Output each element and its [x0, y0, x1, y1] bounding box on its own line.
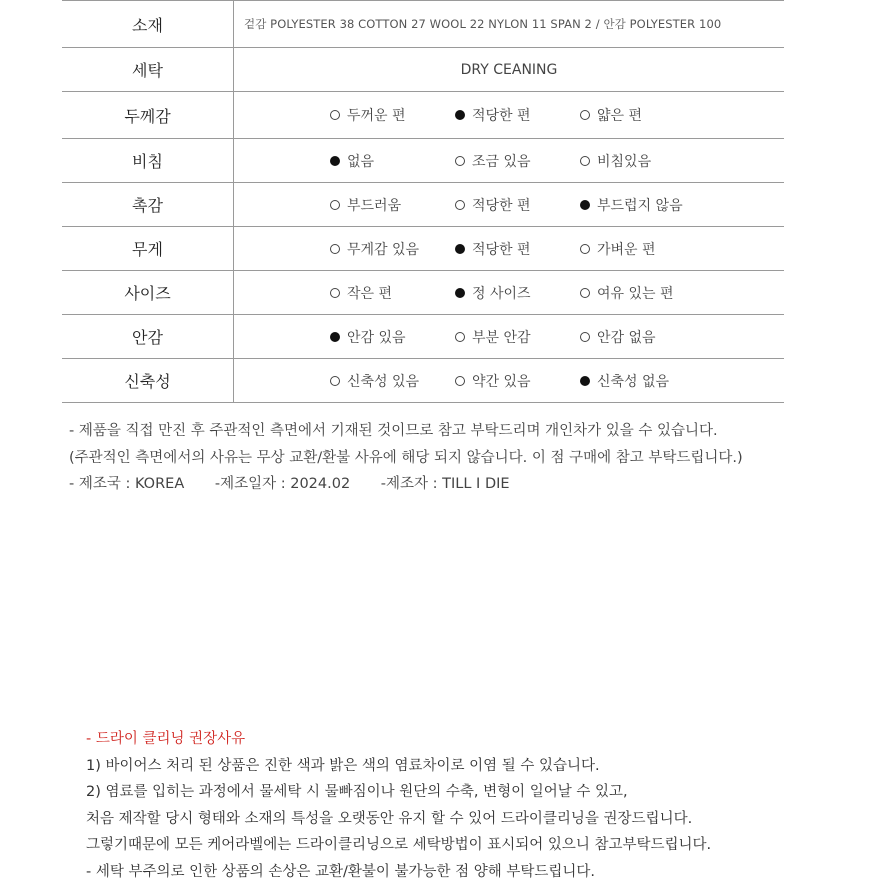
spec-label: 무게 [62, 227, 234, 270]
spec-option [580, 105, 642, 125]
spec-label: 비침 [62, 139, 234, 182]
dry-cleaning-reasons [86, 726, 711, 885]
product-spec-table [62, 0, 784, 403]
option-label: 조금 있음 [472, 153, 531, 170]
empty-circle-icon [455, 376, 465, 386]
spec-option [455, 283, 531, 303]
empty-circle-icon [580, 110, 590, 120]
spec-label: 두께감 [62, 92, 234, 138]
filled-circle-icon [455, 110, 465, 120]
option-label: 부드럽지 않음 [597, 197, 683, 214]
spec-option [580, 195, 683, 215]
empty-circle-icon [330, 244, 340, 254]
option-label: 적당한 편 [472, 108, 531, 124]
option-label: 적당한 편 [472, 197, 531, 214]
option-label: 부분 안감 [472, 329, 531, 346]
spec-option [455, 151, 531, 171]
spec-option [455, 371, 531, 391]
spec-option [330, 283, 392, 303]
manufacture-date: -제조일자 : 2024.02 [214, 476, 351, 492]
spec-options [234, 92, 784, 138]
manufacture-info [69, 471, 743, 498]
empty-circle-icon [455, 200, 465, 210]
reason-line: 2) 염료를 입히는 과정에서 물세탁 시 물빠짐이나 원단의 수축, 변형이 일어날 수 있고, [86, 784, 628, 800]
filled-circle-icon [330, 332, 340, 342]
option-label: 약간 있음 [472, 373, 531, 390]
option-label: 부드러움 [347, 197, 402, 214]
empty-circle-icon [455, 332, 465, 342]
manufacturer: -제조자 : TILL I DIE [380, 476, 510, 492]
spec-label: 촉감 [62, 183, 234, 226]
note-line: - 제품을 직접 만진 후 주관적인 측면에서 기재된 것이므로 참고 부탁드리며 개인차가 있을 수 있습니다. [69, 423, 718, 439]
note-line: (주관적인 측면에서의 사유는 무상 교환/환불 사유에 해당 되지 않습니다. 이 점 구매에 참고 부탁드립니다.) [69, 449, 743, 466]
spec-row [62, 271, 784, 315]
option-label: 신축성 없음 [597, 373, 670, 390]
spec-options [234, 227, 784, 270]
filled-circle-icon [455, 288, 465, 298]
spec-option [330, 195, 401, 215]
disclaimer-notes [69, 418, 743, 498]
reason-line: 1) 바이어스 처리 된 상품은 진한 색과 밝은 색의 염료차이로 이염 될 수 있습니다. [86, 757, 600, 774]
option-label: 안감 있음 [347, 329, 406, 346]
material-value: 겉감 POLYESTER 38 COTTON 27 WOOL 22 NYLON 11 SPAN 2 / 안감 POLYESTER 100 [244, 17, 722, 31]
empty-circle-icon [580, 332, 590, 342]
spec-row [62, 92, 784, 139]
spec-options [234, 315, 784, 358]
empty-circle-icon [330, 110, 340, 120]
spec-label: 소재 [62, 1, 234, 47]
filled-circle-icon [330, 156, 340, 166]
country-of-origin: - 제조국 : KOREA [69, 476, 185, 492]
option-label: 비침있음 [597, 153, 652, 170]
spec-options [234, 183, 784, 226]
empty-circle-icon [330, 200, 340, 210]
spec-option [455, 105, 531, 125]
empty-circle-icon [580, 288, 590, 298]
spec-label: 사이즈 [62, 271, 234, 314]
reason-line: 그렇기때문에 모든 케어라벨에는 드라이클리닝으로 세탁방법이 표시되어 있으니 참고부탁드립니다. [86, 837, 712, 853]
spec-options [234, 271, 784, 314]
spec-label: 세탁 [62, 48, 234, 91]
filled-circle-icon [580, 200, 590, 210]
spec-option [580, 327, 656, 347]
spec-option [330, 151, 374, 171]
empty-circle-icon [580, 244, 590, 254]
empty-circle-icon [580, 156, 590, 166]
spec-label: 안감 [62, 315, 234, 358]
spec-row [62, 139, 784, 183]
spec-option [580, 239, 656, 259]
option-label: 없음 [347, 153, 375, 170]
spec-option [580, 151, 651, 171]
spec-option [580, 283, 674, 303]
spec-row-material [62, 1, 784, 48]
reason-line: - 세탁 부주의로 인한 상품의 손상은 교환/환불이 불가능한 점 양해 부탁드립니다. [86, 863, 596, 880]
spec-label: 신축성 [62, 359, 234, 402]
option-label: 무게감 있음 [347, 241, 420, 258]
option-label: 신축성 있음 [347, 373, 420, 390]
spec-option [330, 239, 419, 259]
reasons-heading: - 드라이 클리닝 권장사유 [86, 731, 246, 747]
spec-options [234, 139, 784, 182]
spec-option [330, 105, 406, 125]
spec-row-washing [62, 48, 784, 92]
option-label: 적당한 편 [472, 241, 531, 258]
spec-row [62, 315, 784, 359]
empty-circle-icon [330, 288, 340, 298]
spec-option [455, 195, 531, 215]
reason-line: 처음 제작할 당시 형태와 소재의 특성을 오랫동안 유지 할 수 있어 드라이클리닝을 권장드립니다. [86, 810, 693, 827]
filled-circle-icon [580, 376, 590, 386]
option-label: 얇은 편 [597, 108, 643, 124]
spec-option [455, 239, 531, 259]
empty-circle-icon [330, 376, 340, 386]
spec-row [62, 183, 784, 227]
filled-circle-icon [455, 244, 465, 254]
option-label: 안감 없음 [597, 329, 656, 346]
spec-option [330, 327, 406, 347]
option-label: 작은 편 [347, 285, 393, 302]
option-label: 정 사이즈 [472, 285, 531, 302]
spec-option [455, 327, 531, 347]
option-label: 두꺼운 편 [347, 108, 406, 124]
spec-row [62, 359, 784, 403]
spec-row [62, 227, 784, 271]
spec-option [580, 371, 669, 391]
empty-circle-icon [455, 156, 465, 166]
spec-options [234, 359, 784, 402]
spec-option [330, 371, 419, 391]
option-label: 여유 있는 편 [597, 285, 674, 302]
washing-value: DRY CEANING [460, 61, 558, 78]
option-label: 가벼운 편 [597, 241, 656, 258]
